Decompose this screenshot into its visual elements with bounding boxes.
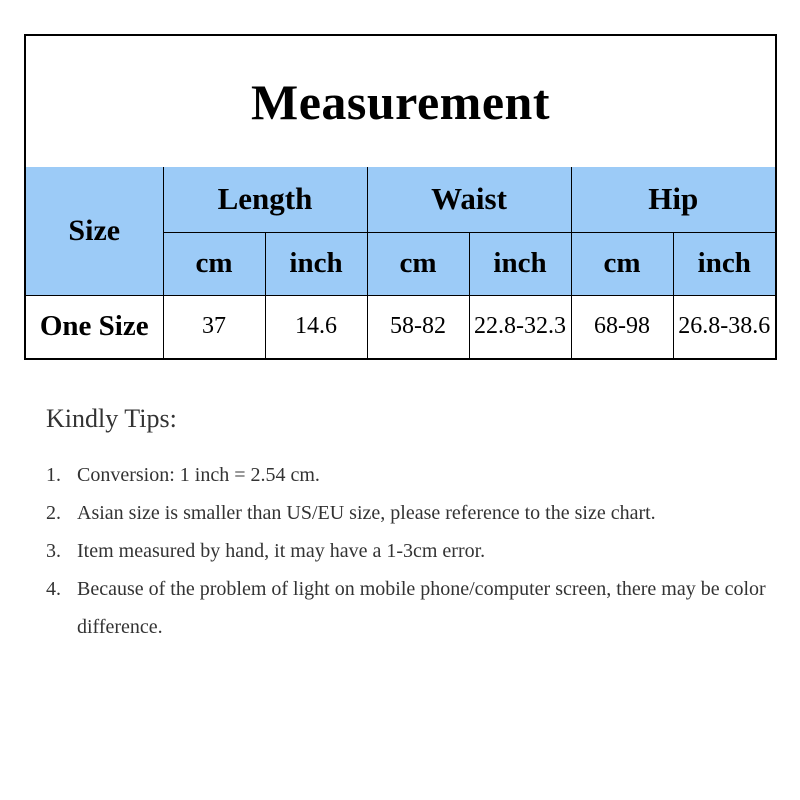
tip-item — [46, 456, 766, 494]
unit-header: inch — [673, 232, 775, 295]
group-header-row — [26, 167, 775, 232]
unit-header: cm — [571, 232, 673, 295]
tip-item — [46, 494, 766, 532]
tip-number: 1. — [46, 464, 61, 486]
tip-item — [46, 570, 766, 646]
table-cell: 68-98 — [571, 295, 673, 358]
length-header: Length — [163, 167, 367, 232]
kindly-tips — [46, 404, 766, 646]
tip-number: 3. — [46, 540, 61, 562]
table-cell: 58-82 — [367, 295, 469, 358]
tip-text: Asian size is smaller than US/EU size, please reference to the size chart. — [77, 502, 656, 524]
tip-item — [46, 532, 766, 570]
table-cell: 26.8-38.6 — [673, 295, 775, 358]
row-label: One Size — [26, 295, 163, 358]
size-chart — [24, 34, 777, 360]
unit-header: cm — [163, 232, 265, 295]
waist-header: Waist — [367, 167, 571, 232]
tip-text: Conversion: 1 inch = 2.54 cm. — [77, 464, 320, 486]
table-cell: 22.8-32.3 — [469, 295, 571, 358]
unit-header: inch — [469, 232, 571, 295]
tip-text: Item measured by hand, it may have a 1-3cm error. — [77, 540, 486, 562]
chart-title-row — [26, 36, 775, 169]
tip-number: 2. — [46, 502, 61, 524]
size-header: Size — [26, 167, 163, 295]
table-row — [26, 295, 775, 358]
unit-header: inch — [265, 232, 367, 295]
hip-header: Hip — [571, 167, 775, 232]
size-table — [26, 167, 775, 358]
table-cell: 37 — [163, 295, 265, 358]
table-cell: 14.6 — [265, 295, 367, 358]
tip-number: 4. — [46, 578, 61, 600]
tip-text: Because of the problem of light on mobile phone/computer screen, there may be color difference. — [77, 578, 766, 638]
unit-header: cm — [367, 232, 469, 295]
chart-title: Measurement — [251, 73, 550, 130]
tips-title: Kindly Tips: — [46, 404, 177, 433]
